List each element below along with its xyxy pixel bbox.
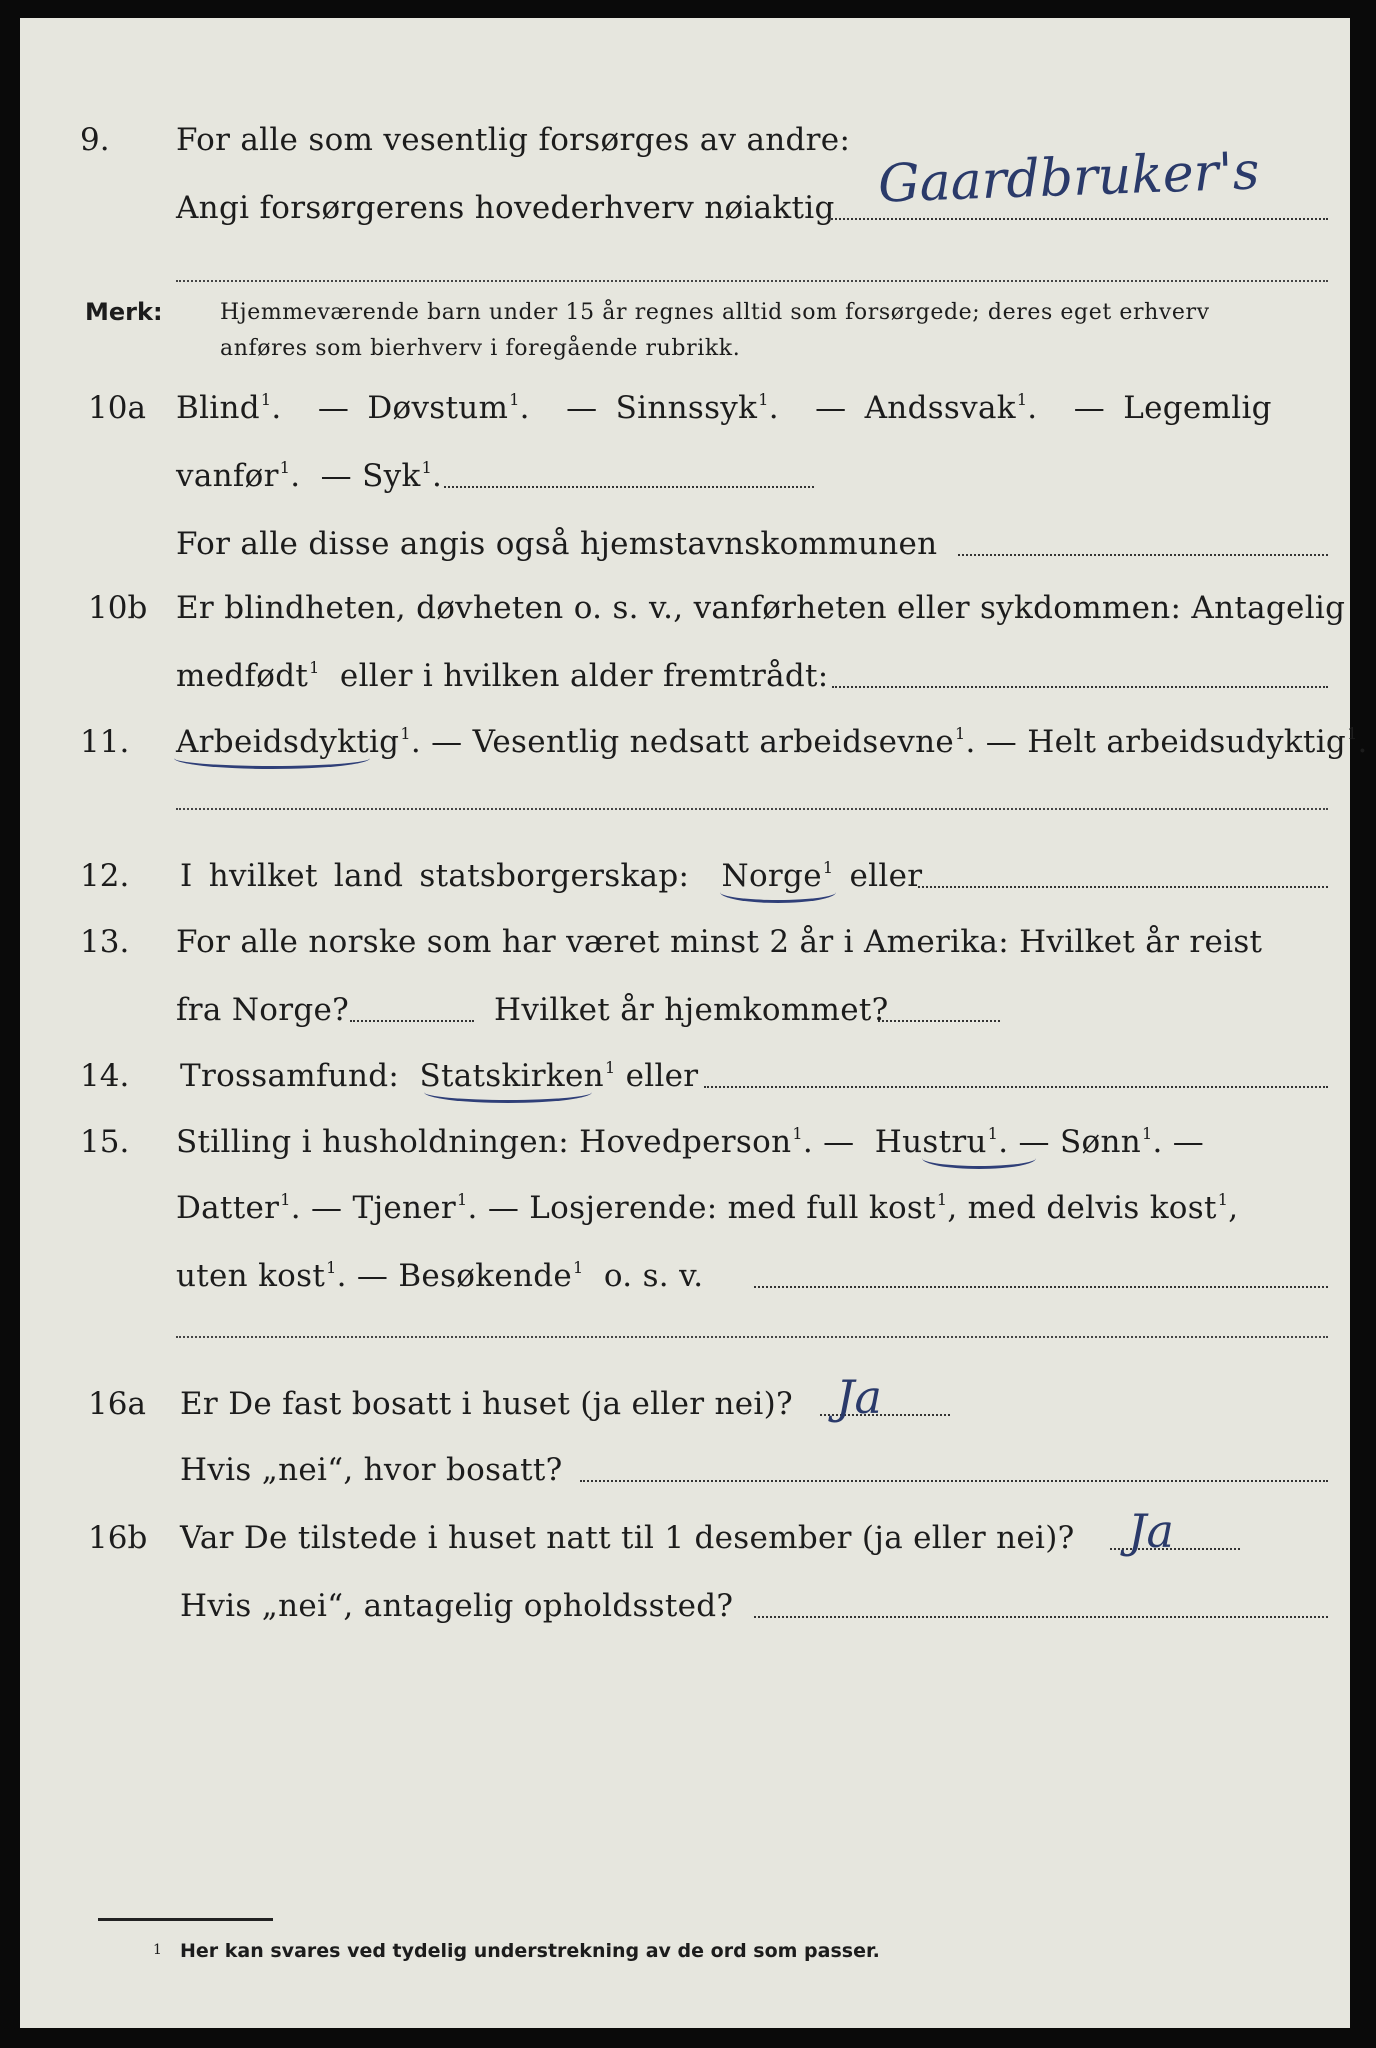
q9-handwritten-answer: Gaardbruker's: [877, 141, 1261, 215]
q10a-dovstum: — Døvstum: [317, 390, 509, 426]
footnote-rule: [98, 1918, 273, 1921]
q14-line: Trossamfund: Statskirken$^1$ eller: [180, 1058, 699, 1094]
q10a-number: 10a: [88, 390, 146, 426]
merk-label: Merk:: [85, 298, 163, 326]
q13-reist: fra Norge?: [176, 992, 350, 1028]
q12-number: 12.: [80, 858, 130, 894]
q10a-vanfor: vanfør: [176, 458, 279, 494]
q13-reist-line: [350, 1020, 474, 1022]
q10b-line2: medfødt$^1$ eller i hvilken alder fremtrådt:: [176, 658, 829, 694]
q16a-line1: Er De fast bosatt i huset (ja eller nei)?: [180, 1386, 793, 1422]
q11-extra-line: [176, 808, 1328, 810]
q16b-line2: Hvis „nei“, antagelig opholdssted?: [180, 1588, 734, 1624]
q10b-alder-line: [832, 686, 1328, 688]
q15-line1: Stilling i husholdningen: Hovedperson$^1$. — Hustru$^1$. — Sønn$^1$. —: [176, 1124, 1205, 1160]
census-form-page: [20, 18, 1368, 2028]
q10a-line3: For alle disse angis også hjemstavnskommunen: [176, 526, 938, 562]
q14-other-line: [704, 1086, 1328, 1088]
merk-line1: Hjemmeværende barn under 15 år regnes alltid som forsørgede; deres eget erhverv: [220, 300, 1210, 325]
merk-line2: anføres som bierhverv i foregående rubrikk.: [220, 336, 741, 361]
q12-other-line: [918, 886, 1328, 888]
q9-answer-line: [828, 218, 1328, 220]
q9-line2: Angi forsørgerens hovederhverv nøiaktig: [176, 190, 835, 226]
q10a-line2: vanfør$^1$. — Syk$^1$.: [176, 458, 443, 494]
q10a-blind: Blind: [176, 390, 260, 426]
q11-number: 11.: [80, 724, 130, 760]
q10a-legemlig: — Legemlig: [1073, 390, 1272, 426]
q10a-sinnssyk: — Sinnssyk: [566, 390, 758, 426]
q15-line3: uten kost$^1$. — Besøkende$^1$ o. s. v.: [176, 1258, 704, 1294]
q10a-andssvak: — Andssvak: [815, 390, 1016, 426]
q14-answer-underline: [424, 1090, 592, 1103]
q13-number: 13.: [80, 924, 130, 960]
q14-statskirken: Statskirken: [419, 1058, 604, 1094]
q11-arbeidsdyktig: Arbeidsdyktig: [176, 724, 400, 760]
q13-line1: For alle norske som har været minst 2 år i Amerika: Hvilket år reist: [176, 924, 1263, 960]
q16a-number: 16a: [88, 1386, 146, 1422]
q10b-number: 10b: [88, 590, 148, 626]
q13-hjemkommet: Hvilket år hjemkommet?: [494, 992, 889, 1028]
q12-norge: Norge: [721, 858, 822, 894]
q14-number: 14.: [80, 1058, 130, 1094]
q12-line: I hvilket land statsborgerskap: Norge$^1$ eller: [180, 858, 923, 894]
q15-number: 15.: [80, 1124, 130, 1160]
q15-answer-underline: [922, 1156, 1036, 1169]
q10b-rest: eller i hvilken alder fremtrådt:: [339, 658, 829, 694]
q10a-kommune-line: [958, 554, 1328, 556]
q16b-opholdssted-line: [754, 1616, 1328, 1618]
q15-extra-line: [176, 1336, 1328, 1338]
q12-answer-underline: [720, 890, 836, 903]
q16b-line1: Var De tilstede i huset natt til 1 desember (ja eller nei)?: [180, 1520, 1075, 1556]
q16b-number: 16b: [88, 1520, 148, 1556]
q10b-line1: Er blindheten, døvheten o. s. v., vanførheten eller sykdommen: Antagelig: [176, 590, 1346, 626]
q11-answer-underline: [174, 756, 370, 769]
q16a-handwritten-answer: Ja: [836, 1370, 882, 1424]
q13-hjemkommet-line: [878, 1020, 1000, 1022]
q11-line: Arbeidsdyktig$^1$. — Vesentlig nedsatt arbeidsevne$^1$. — Helt arbeidsudyktig$^1$.: [176, 724, 1368, 760]
q15-hustru: Hustru: [874, 1124, 987, 1160]
q9-extra-line: [176, 280, 1328, 282]
q16a-bosatt-line: [580, 1480, 1328, 1482]
q10a-line1: Blind$^1$. — Døvstum$^1$. — Sinnssyk$^1$. — Andssvak$^1$. — Legemlig: [176, 390, 1272, 426]
q15-other-line: [754, 1286, 1328, 1288]
q15-line2: Datter$^1$. — Tjener$^1$. — Losjerende: med full kost$^1$, med delvis kost$^1$,: [176, 1190, 1239, 1226]
footnote-mark: 1: [153, 1942, 162, 1958]
q16a-line2: Hvis „nei“, hvor bosatt?: [180, 1452, 563, 1488]
footnote-text: Her kan svares ved tydelig understrekning av de ord som passer.: [180, 1940, 880, 1962]
q9-number: 9.: [80, 122, 110, 158]
q9-line1: For alle som vesentlig forsørges av andre:: [176, 122, 851, 158]
q10b-medfodt: medfødt: [176, 658, 309, 694]
q10a-syk-line: [444, 486, 814, 488]
q16b-handwritten-answer: Ja: [1128, 1504, 1174, 1558]
q10a-syk: — Syk: [320, 458, 421, 494]
